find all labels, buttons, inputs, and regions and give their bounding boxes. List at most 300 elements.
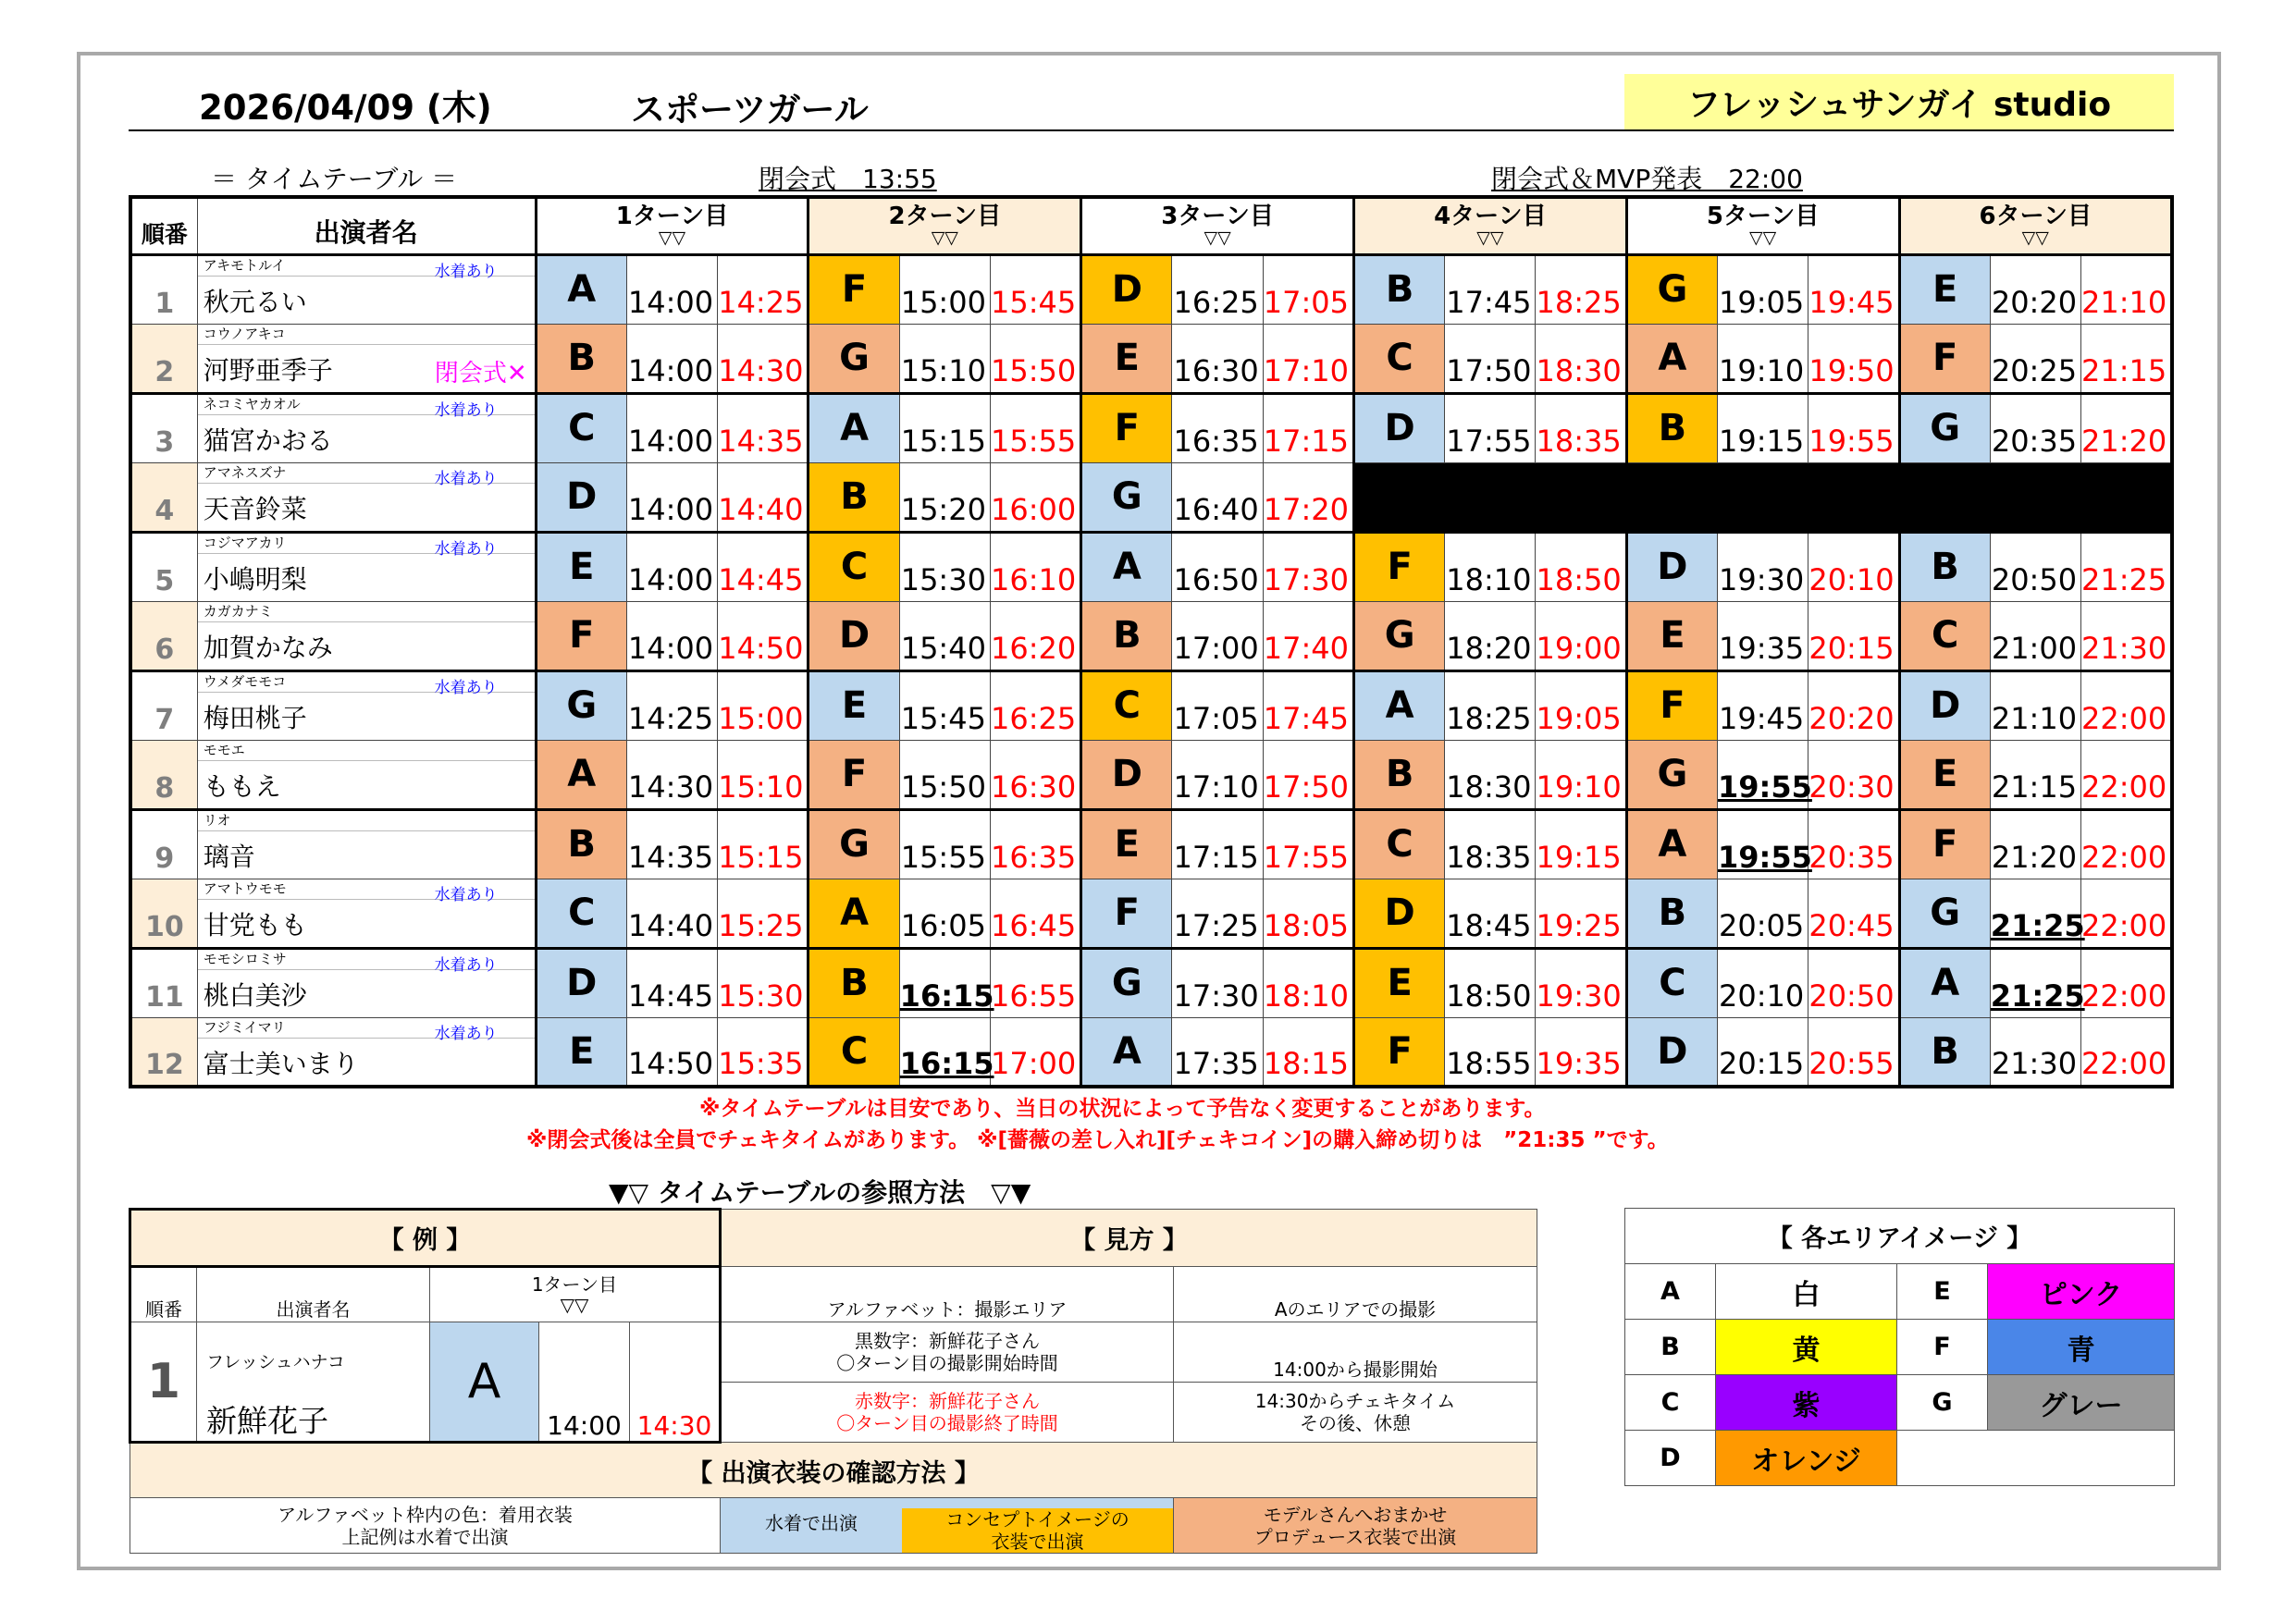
legend-swatch-d: オレンジ (1716, 1431, 1897, 1486)
area-cell: B (536, 809, 626, 879)
area-cell: F (1081, 393, 1172, 462)
performer-order: 4 (130, 462, 197, 532)
area-cell: D (536, 462, 626, 532)
performer-order: 1 (130, 254, 197, 324)
end-time: 15:30 (718, 948, 809, 1017)
howto-black-row (130, 1322, 1537, 1383)
end-time: 19:55 (1808, 393, 1899, 462)
start-time: 18:35 (1445, 809, 1536, 879)
legend-row (1625, 1431, 2175, 1486)
turn-arrows: ▽▽ (1749, 227, 1777, 248)
area-cell: D (1353, 393, 1444, 462)
area-cell: E (536, 532, 626, 601)
legend-letter: A (1625, 1264, 1716, 1320)
start-time: 14:30 (626, 740, 717, 809)
schedule-row (130, 809, 2172, 879)
area-cell: F (1353, 1017, 1444, 1087)
legend-swatch-a: 白 (1716, 1264, 1897, 1320)
start-time: 17:30 (1172, 948, 1263, 1017)
end-time: 22:00 (2081, 740, 2172, 809)
end-time: 15:50 (990, 324, 1080, 393)
area-cell: B (809, 948, 899, 1017)
costume-label: アルファベット枠内の色：着用衣装 上記例は水着で出演 (130, 1498, 721, 1554)
swimsuit-tag: 水着あり (434, 955, 498, 975)
end-time: 21:25 (2081, 532, 2172, 601)
area-cell: A (1081, 532, 1172, 601)
start-time: 15:55 (899, 809, 990, 879)
start-time: 16:15 (899, 948, 990, 1017)
area-cell: A (1081, 1017, 1172, 1087)
performer-cell (197, 670, 536, 740)
col-header-order: 順番 (130, 197, 197, 254)
start-time: 15:10 (899, 324, 990, 393)
costume-header: 【 出演衣装の確認方法 】 (130, 1443, 1537, 1498)
end-time: 14:35 (718, 393, 809, 462)
end-time: 16:45 (990, 879, 1080, 948)
start-time: 20:10 (1718, 948, 1808, 1017)
performer-cell (197, 740, 536, 809)
legend-empty (1897, 1431, 2175, 1486)
area-cell: C (1626, 948, 1717, 1017)
end-time: 20:45 (1808, 879, 1899, 948)
end-time: 17:05 (1263, 254, 1353, 324)
example-col-turn (430, 1267, 721, 1322)
area-cell: A (1353, 670, 1444, 740)
swimsuit-tag: 水着あり (434, 400, 498, 420)
end-time: 18:10 (1263, 948, 1353, 1017)
end-time: 22:00 (2081, 1017, 2172, 1087)
end-time: 20:50 (1808, 948, 1899, 1017)
end-time: 22:00 (2081, 879, 2172, 948)
start-time: 20:25 (1990, 324, 2080, 393)
example-area: A (430, 1322, 539, 1443)
area-cell: D (809, 601, 899, 670)
legend-swatch-b: 黄 (1716, 1320, 1897, 1375)
area-cell: A (536, 740, 626, 809)
header-divider (129, 129, 2174, 131)
start-time: 18:55 (1445, 1017, 1536, 1087)
performer-kana: カガカナミ (198, 602, 535, 622)
start-time: 14:00 (626, 532, 717, 601)
start-time: 17:10 (1172, 740, 1263, 809)
start-time: 16:40 (1172, 462, 1263, 532)
swimsuit-tag: 水着あり (434, 539, 498, 559)
area-cell: D (1626, 532, 1717, 601)
area-cell: D (536, 948, 626, 1017)
performer-kana: コウノアキコ (198, 325, 535, 345)
area-cell: D (1081, 740, 1172, 809)
schedule-row (130, 948, 2172, 1017)
end-time: 19:05 (1536, 670, 1626, 740)
start-time: 21:15 (1990, 740, 2080, 809)
performer-cell (197, 879, 536, 948)
start-time: 18:25 (1445, 670, 1536, 740)
col-header-turn-5 (1626, 197, 1899, 254)
start-time: 19:10 (1718, 324, 1808, 393)
start-time: 17:35 (1172, 1017, 1263, 1087)
area-cell: F (1899, 809, 1990, 879)
performer-order: 5 (130, 532, 197, 601)
schedule-row (130, 462, 2172, 532)
end-time: 17:45 (1263, 670, 1353, 740)
performer-cell (197, 324, 536, 393)
end-time: 16:55 (990, 948, 1080, 1017)
area-cell: A (809, 393, 899, 462)
schedule-body (130, 254, 2172, 1087)
alpha-desc: Aのエリアでの撮影 (1174, 1267, 1537, 1322)
area-cell: F (1353, 532, 1444, 601)
howto-title: ▼▽ タイムテーブルの参照方法 ▽▼ (609, 1177, 1031, 1208)
performer-kana: モモシロミサ (198, 950, 535, 970)
blackout-cell (1353, 462, 2172, 532)
area-cell: C (809, 1017, 899, 1087)
red-desc: 14:30からチェキタイム その後、休憩 (1174, 1383, 1537, 1443)
legend-letter: D (1625, 1431, 1716, 1486)
area-legend (1624, 1208, 2175, 1486)
end-time: 16:20 (990, 601, 1080, 670)
start-time: 14:00 (626, 601, 717, 670)
start-time: 19:05 (1718, 254, 1808, 324)
start-time: 14:45 (626, 948, 717, 1017)
area-cell: E (1626, 601, 1717, 670)
legend-row (1625, 1375, 2175, 1431)
schedule-row (130, 532, 2172, 601)
black-label: 黒数字：新鮮花子さん 〇ターン目の撮影開始時間 (721, 1322, 1174, 1383)
event-date: 2026/04/09 (木) (199, 88, 492, 128)
legend-letter: E (1897, 1264, 1988, 1320)
end-time: 20:15 (1808, 601, 1899, 670)
area-cell: E (1899, 740, 1990, 809)
start-time: 14:00 (626, 393, 717, 462)
start-time: 21:20 (1990, 809, 2080, 879)
end-time: 19:50 (1808, 324, 1899, 393)
end-time: 15:00 (718, 670, 809, 740)
performer-order: 11 (130, 948, 197, 1017)
end-time: 17:00 (990, 1017, 1080, 1087)
start-time: 18:30 (1445, 740, 1536, 809)
area-cell: C (536, 879, 626, 948)
start-time: 21:25 (1990, 879, 2080, 948)
area-cell: C (809, 532, 899, 601)
start-time: 20:05 (1718, 879, 1808, 948)
start-time: 19:55 (1718, 809, 1808, 879)
performer-cell (197, 948, 536, 1017)
end-time: 18:30 (1536, 324, 1626, 393)
legend-swatch-e: ピンク (1988, 1264, 2175, 1320)
area-cell: G (1081, 948, 1172, 1017)
end-time: 19:10 (1536, 740, 1626, 809)
start-time: 16:35 (1172, 393, 1263, 462)
performer-name: 天音鈴菜 (203, 493, 307, 524)
turn-label: 6ターン目 (1979, 202, 2092, 230)
performer-cell (197, 601, 536, 670)
performer-kana: アマトウモモ (198, 879, 535, 900)
area-cell: G (809, 324, 899, 393)
area-cell: A (1626, 809, 1717, 879)
performer-name: 小嶋明梨 (203, 563, 307, 595)
start-time: 19:55 (1718, 740, 1808, 809)
turn-label: 3ターン目 (1161, 202, 1274, 230)
area-cell: A (536, 254, 626, 324)
example-turn-arrows: ▽▽ (560, 1294, 589, 1316)
end-time: 17:20 (1263, 462, 1353, 532)
performer-cell (197, 254, 536, 324)
end-time: 19:15 (1536, 809, 1626, 879)
performer-kana: モモエ (198, 741, 535, 761)
area-cell: B (1353, 254, 1444, 324)
performer-cell (197, 462, 536, 532)
costume-swimsuit (721, 1498, 1174, 1554)
end-time: 20:30 (1808, 740, 1899, 809)
end-time: 19:00 (1536, 601, 1626, 670)
start-time: 20:15 (1718, 1017, 1808, 1087)
turn-arrows: ▽▽ (658, 227, 686, 248)
schedule-row (130, 879, 2172, 948)
turn-arrows: ▽▽ (931, 227, 958, 248)
end-time: 19:35 (1536, 1017, 1626, 1087)
example-kana: フレッシュハナコ (206, 1352, 345, 1372)
start-time: 18:20 (1445, 601, 1536, 670)
performer-cell (197, 1017, 536, 1087)
area-cell: F (809, 254, 899, 324)
end-time: 14:40 (718, 462, 809, 532)
col-header-turn-6 (1899, 197, 2172, 254)
area-cell: G (1899, 879, 1990, 948)
start-time: 17:15 (1172, 809, 1263, 879)
area-cell: G (1353, 601, 1444, 670)
performer-cell (197, 393, 536, 462)
schedule-row (130, 1017, 2172, 1087)
timetable-label: ＝ タイムテーブル ＝ (211, 164, 458, 194)
legend-swatch-f: 青 (1988, 1320, 2175, 1375)
performer-kana: アキモトルイ (198, 256, 535, 277)
end-time: 21:15 (2081, 324, 2172, 393)
area-cell: E (1353, 948, 1444, 1017)
area-cell: C (1081, 670, 1172, 740)
start-time: 16:50 (1172, 532, 1263, 601)
area-cell: G (1081, 462, 1172, 532)
end-time: 19:30 (1536, 948, 1626, 1017)
performer-order: 6 (130, 601, 197, 670)
end-time: 16:00 (990, 462, 1080, 532)
area-cell: F (1899, 324, 1990, 393)
area-cell: C (1353, 324, 1444, 393)
event-title: スポーツガール (631, 90, 869, 129)
area-cell: F (1626, 670, 1717, 740)
performer-kana: コジマアカリ (198, 534, 535, 554)
area-cell: A (1899, 948, 1990, 1017)
end-time: 20:55 (1808, 1017, 1899, 1087)
performer-kana: フジミイマリ (198, 1018, 535, 1039)
start-time: 14:35 (626, 809, 717, 879)
performer-cell (197, 809, 536, 879)
swimsuit-tag: 水着あり (434, 1024, 498, 1043)
schedule-row (130, 740, 2172, 809)
col-header-turn-2 (809, 197, 1081, 254)
costume-header-row (130, 1443, 1537, 1498)
start-time: 20:35 (1990, 393, 2080, 462)
performer-order: 10 (130, 879, 197, 948)
start-time: 20:50 (1990, 532, 2080, 601)
end-time: 14:50 (718, 601, 809, 670)
closing-ceremony-time: 閉会式＆MVP発表 22:00 (1491, 164, 1803, 194)
turn-arrows: ▽▽ (1204, 227, 1231, 248)
end-time: 15:25 (718, 879, 809, 948)
area-cell: A (809, 879, 899, 948)
performer-name: 猫宮かおる (203, 424, 333, 456)
start-time: 16:30 (1172, 324, 1263, 393)
performer-name: 富士美いまり (203, 1048, 359, 1079)
cheki-note: ※閉会式後は全員でチェキタイムがあります。 ※[薔薇の差し入れ][チェキコイン]の購入締め切りは ”21:35 ”です。 (526, 1128, 1669, 1152)
howto-header-row (130, 1210, 1537, 1267)
area-cell: B (536, 324, 626, 393)
legend-letter: B (1625, 1320, 1716, 1375)
area-cell: B (1899, 1017, 1990, 1087)
start-time: 18:10 (1445, 532, 1536, 601)
studio-name: フレッシュサンガイ studio (1624, 74, 2174, 130)
start-time: 18:45 (1445, 879, 1536, 948)
end-time: 15:45 (990, 254, 1080, 324)
start-time: 15:00 (899, 254, 990, 324)
schedule-row (130, 601, 2172, 670)
end-time: 17:30 (1263, 532, 1353, 601)
turn-arrows: ▽▽ (2021, 227, 2049, 248)
costume-producer: モデルさんへおまかせ プロデュース衣装で出演 (1174, 1498, 1537, 1554)
legend-title-row (1625, 1209, 2175, 1264)
performer-order: 9 (130, 809, 197, 879)
area-cell: D (1899, 670, 1990, 740)
end-time: 15:35 (718, 1017, 809, 1087)
closing-absent-tag: 閉会式✕ (434, 359, 527, 387)
performer-name: 河野亜季子 (203, 354, 333, 386)
area-cell: F (536, 601, 626, 670)
area-cell: C (1899, 601, 1990, 670)
area-cell: C (1353, 809, 1444, 879)
end-time: 14:25 (718, 254, 809, 324)
end-time: 16:35 (990, 809, 1080, 879)
end-time: 18:50 (1536, 532, 1626, 601)
swimsuit-tag: 水着あり (434, 885, 498, 904)
end-time: 21:10 (2081, 254, 2172, 324)
start-time: 17:55 (1445, 393, 1536, 462)
turn-label: 1ターン目 (615, 202, 729, 230)
end-time: 16:10 (990, 532, 1080, 601)
mikata-header: 【 見方 】 (721, 1210, 1537, 1267)
area-cell: E (1899, 254, 1990, 324)
area-cell: D (1353, 879, 1444, 948)
start-time: 15:30 (899, 532, 990, 601)
area-cell: D (1081, 254, 1172, 324)
performer-name: 加賀かなみ (203, 632, 333, 663)
example-name-cell (197, 1322, 430, 1443)
example-end-time: 14:30 (630, 1322, 721, 1443)
turn-arrows: ▽▽ (1476, 227, 1504, 248)
start-time: 14:40 (626, 879, 717, 948)
end-time: 14:45 (718, 532, 809, 601)
end-time: 18:15 (1263, 1017, 1353, 1087)
example-turn-label: 1ターン目 (531, 1273, 618, 1296)
schedule-header-row (130, 197, 2172, 254)
performer-name: ももえ (203, 770, 281, 802)
schedule-row (130, 324, 2172, 393)
end-time: 17:15 (1263, 393, 1353, 462)
end-time: 17:40 (1263, 601, 1353, 670)
area-cell: B (1081, 601, 1172, 670)
start-time: 16:25 (1172, 254, 1263, 324)
start-time: 15:40 (899, 601, 990, 670)
howto-colheader-row (130, 1267, 1537, 1322)
col-header-name: 出演者名 (197, 197, 536, 254)
end-time: 18:35 (1536, 393, 1626, 462)
schedule-row (130, 393, 2172, 462)
swimsuit-tag: 水着あり (434, 678, 498, 697)
black-desc: 14:00から撮影開始 (1174, 1322, 1537, 1383)
example-col-order: 順番 (130, 1267, 197, 1322)
start-time: 17:50 (1445, 324, 1536, 393)
area-cell: G (1626, 740, 1717, 809)
end-time: 22:00 (2081, 809, 2172, 879)
end-time: 21:30 (2081, 601, 2172, 670)
start-time: 21:30 (1990, 1017, 2080, 1087)
end-time: 17:10 (1263, 324, 1353, 393)
legend-swatch-g: グレー (1988, 1375, 2175, 1431)
example-start-time: 14:00 (539, 1322, 630, 1443)
start-time: 17:05 (1172, 670, 1263, 740)
start-time: 15:50 (899, 740, 990, 809)
start-time: 19:35 (1718, 601, 1808, 670)
howto-example-table (129, 1208, 1537, 1554)
legend-row (1625, 1264, 2175, 1320)
area-cell: G (1899, 393, 1990, 462)
end-time: 22:00 (2081, 948, 2172, 1017)
end-time: 20:10 (1808, 532, 1899, 601)
swimsuit-tag: 水着あり (434, 262, 498, 281)
end-time: 16:30 (990, 740, 1080, 809)
performer-kana: アマネスズナ (198, 463, 535, 484)
turn-label: 5ターン目 (1706, 202, 1820, 230)
performer-kana: ウメダモモコ (198, 672, 535, 693)
performer-cell (197, 532, 536, 601)
turn-label: 4ターン目 (1434, 202, 1547, 230)
start-time: 14:50 (626, 1017, 717, 1087)
area-cell: E (1081, 809, 1172, 879)
area-cell: B (1626, 393, 1717, 462)
end-time: 15:55 (990, 393, 1080, 462)
end-time: 15:10 (718, 740, 809, 809)
performer-name: 璃音 (203, 841, 255, 872)
legend-title: 【 各エリアイメージ 】 (1625, 1209, 2175, 1264)
swimsuit-tag: 水着あり (434, 469, 498, 488)
end-time: 15:15 (718, 809, 809, 879)
start-time: 14:00 (626, 462, 717, 532)
example-header: 【 例 】 (130, 1210, 721, 1267)
start-time: 21:25 (1990, 948, 2080, 1017)
example-name: 新鮮花子 (206, 1403, 328, 1439)
area-cell: F (809, 740, 899, 809)
timetable-note: ※タイムテーブルは目安であり、当日の状況によって予告なく変更することがあります。 (699, 1097, 1546, 1121)
legend-swatch-c: 紫 (1716, 1375, 1897, 1431)
start-time: 21:00 (1990, 601, 2080, 670)
col-header-turn-3 (1081, 197, 1354, 254)
legend-row (1625, 1320, 2175, 1375)
end-time: 14:30 (718, 324, 809, 393)
start-time: 17:25 (1172, 879, 1263, 948)
legend-letter: F (1897, 1320, 1988, 1375)
start-time: 19:15 (1718, 393, 1808, 462)
start-time: 15:15 (899, 393, 990, 462)
area-cell: G (536, 670, 626, 740)
end-time: 22:00 (2081, 670, 2172, 740)
